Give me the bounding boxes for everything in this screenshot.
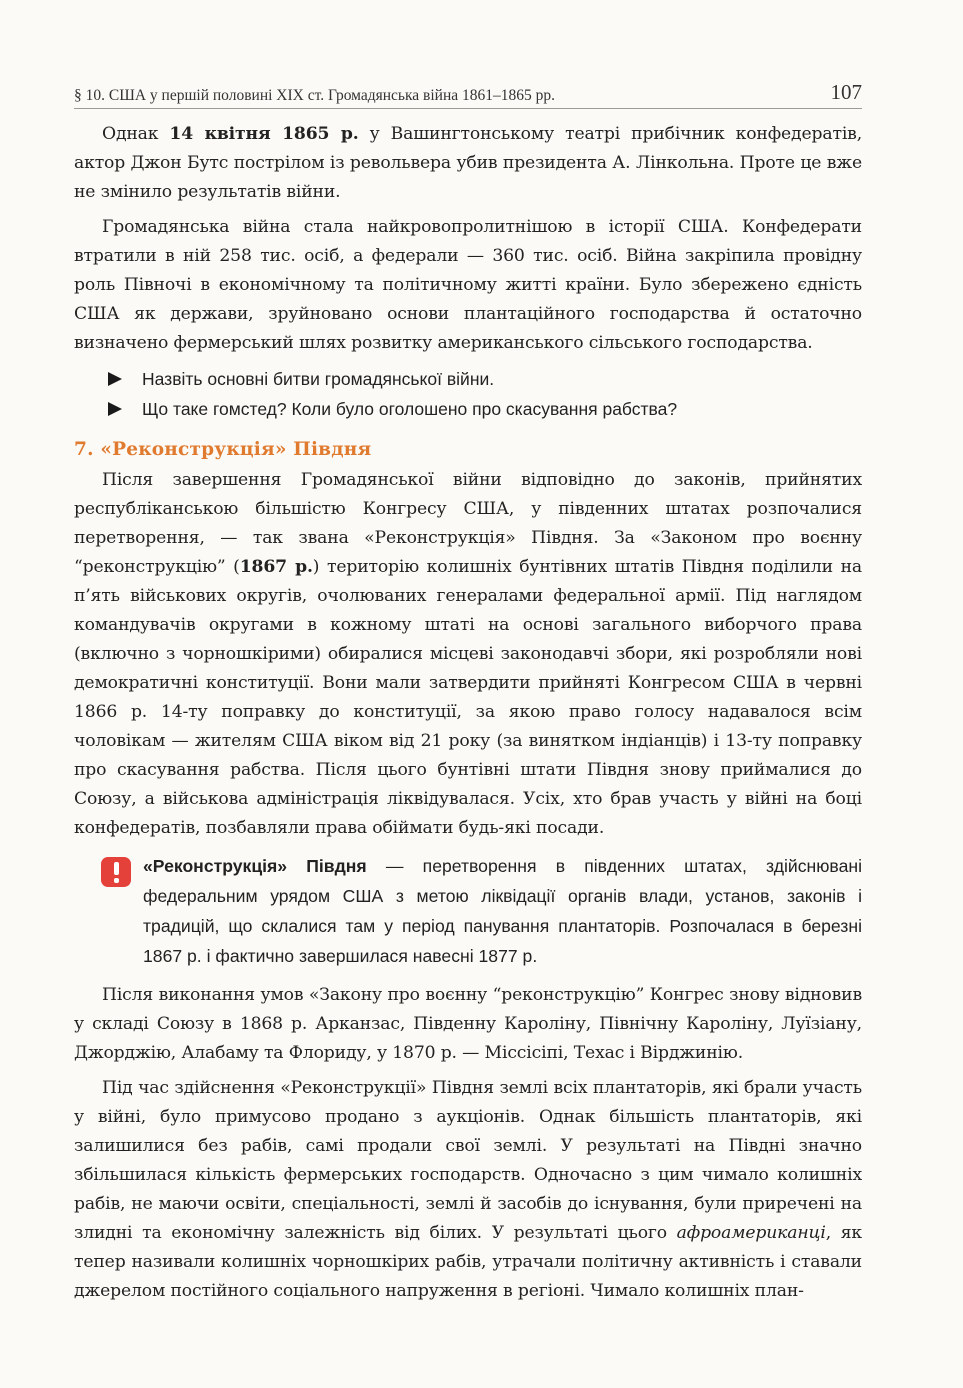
- paragraph: [74, 466, 862, 843]
- questions-list: [74, 364, 862, 424]
- page-number: 107: [830, 80, 862, 104]
- exclamation-icon: [101, 857, 131, 887]
- paragraph: [74, 1074, 862, 1306]
- date-highlight: 1867 р.: [239, 557, 313, 577]
- paragraph-text: Під час здійснення «Реконструкції» Півдня землі всіх плантаторів, які брали участь у війні, було примусово продано з аукціонів. Однак більшість плантаторів, які залишилися без рабів, самі продали свої землі. У результаті на Півдні значно збільшилася кількість фермерських господарств. Одночасно з цим чимало колишніх рабів, не маючи освіти, спеціальності, землі й засобів до існування, були приречені на злидні та економічну залежність від білих. У результаті цього: [74, 1078, 862, 1243]
- paragraph: Після виконання умов «Закону про воєнну “реконструкцію” Конгрес знову відновив у складі Союзу в 1868 р. Арканзас, Південну Кароліну, Північну Кароліну, Луїзіану, Джорджію, Алабаму та Флориду, у 1870 р. — Міссісіпі, Техас і Вірджинію.: [74, 985, 862, 1063]
- definition-term: «Реконструкція» Півдня: [143, 856, 367, 876]
- definition-box: [74, 851, 862, 971]
- italic-term: афроамериканці: [676, 1223, 826, 1243]
- page-header: [74, 78, 862, 109]
- paragraph: [74, 120, 862, 207]
- definition-text: — перетворення в південних штатах, здійснювані федеральним урядом США з метою ліквідації органів влади, установ, законів і традицій, що склалися там у період панування плантаторів. Розпочалася в березні 1867 р. і фактично завершилася навесні 1877 р.: [143, 856, 862, 966]
- play-arrow-icon: [108, 402, 122, 416]
- section-title: 7. «Реконструкція» Півдня: [74, 439, 372, 460]
- paragraph-text: Після завершення Громадянської війни відповідно до законів, прийнятих республіканською більшістю Конгресу США, у південних штатах розпочалися перетворення, — так звана «Реконструкція» Півдня. За «Законом про воєнну “реконструкцію” (: [74, 470, 862, 577]
- header-title: § 10. США у першій половині XIX ст. Громадянська війна 1861–1865 рр.: [74, 87, 556, 104]
- paragraph: Громадянська війна стала найкровопролитнішою в історії США. Конфедерати втратили в ній 258 тис. осіб, а федерали — 360 тис. осіб. Війна закріпила провідну роль Півночі в економічному та політичному житті країни. Було збережено єдність США як держави, зруйновано основи плантаційного господарства й остаточно визначено фермерський шлях розвитку американського сільського господарства.: [74, 217, 862, 353]
- date-highlight: 14 квітня 1865 р.: [169, 124, 359, 144]
- paragraph-text: у Вашингтонському театрі прибічник конфедератів, актор Джон Бутс пострілом із револьвера убив президента А. Лінкольна. Проте це вже не змінило результатів війни.: [74, 124, 863, 202]
- question-item: [74, 364, 862, 394]
- paragraph-text: , як тепер називали колишніх чорношкірих рабів, утрачали політичну активність і ставали джерелом постійного соціального напруження в регіоні. Чимало колишніх план-: [74, 1223, 862, 1301]
- question-text: Назвіть основні битви громадянської війни.: [142, 369, 495, 389]
- question-text: Що таке гомстед? Коли було оголошено про скасування рабства?: [142, 399, 678, 419]
- play-arrow-icon: [108, 372, 122, 386]
- page-content: [74, 120, 862, 1312]
- question-item: [74, 394, 862, 424]
- paragraph-text: Однак: [102, 124, 170, 144]
- paragraph-text: ) територію колишніх бунтівних штатів Півдня поділили на п’ять військових округів, очолюваних генералами федеральної армії. Під наглядом командувачів округами в кожному штаті на основі загального виборчого права (включно з чорношкірими) обиралися місцеві законодавчі збори, які розробляли нові демократичні конституції. Вони мали затвердити прийняті Конгресом США в червні 1866 р. 14-ту поправку до конституції, за якою право голосу надавалося всім чоловікам — жителям США віком від 21 року (за винятком індіанців) і 13-ту поправку про скасування рабства. Після цього бунтівні штати Півдня знову приймалися до Союзу, а військова адміністрація ліквідувалася. Усіх, хто брав участь у війні на боці конфедератів, позбавляли права обіймати будь-які посади.: [74, 557, 862, 838]
